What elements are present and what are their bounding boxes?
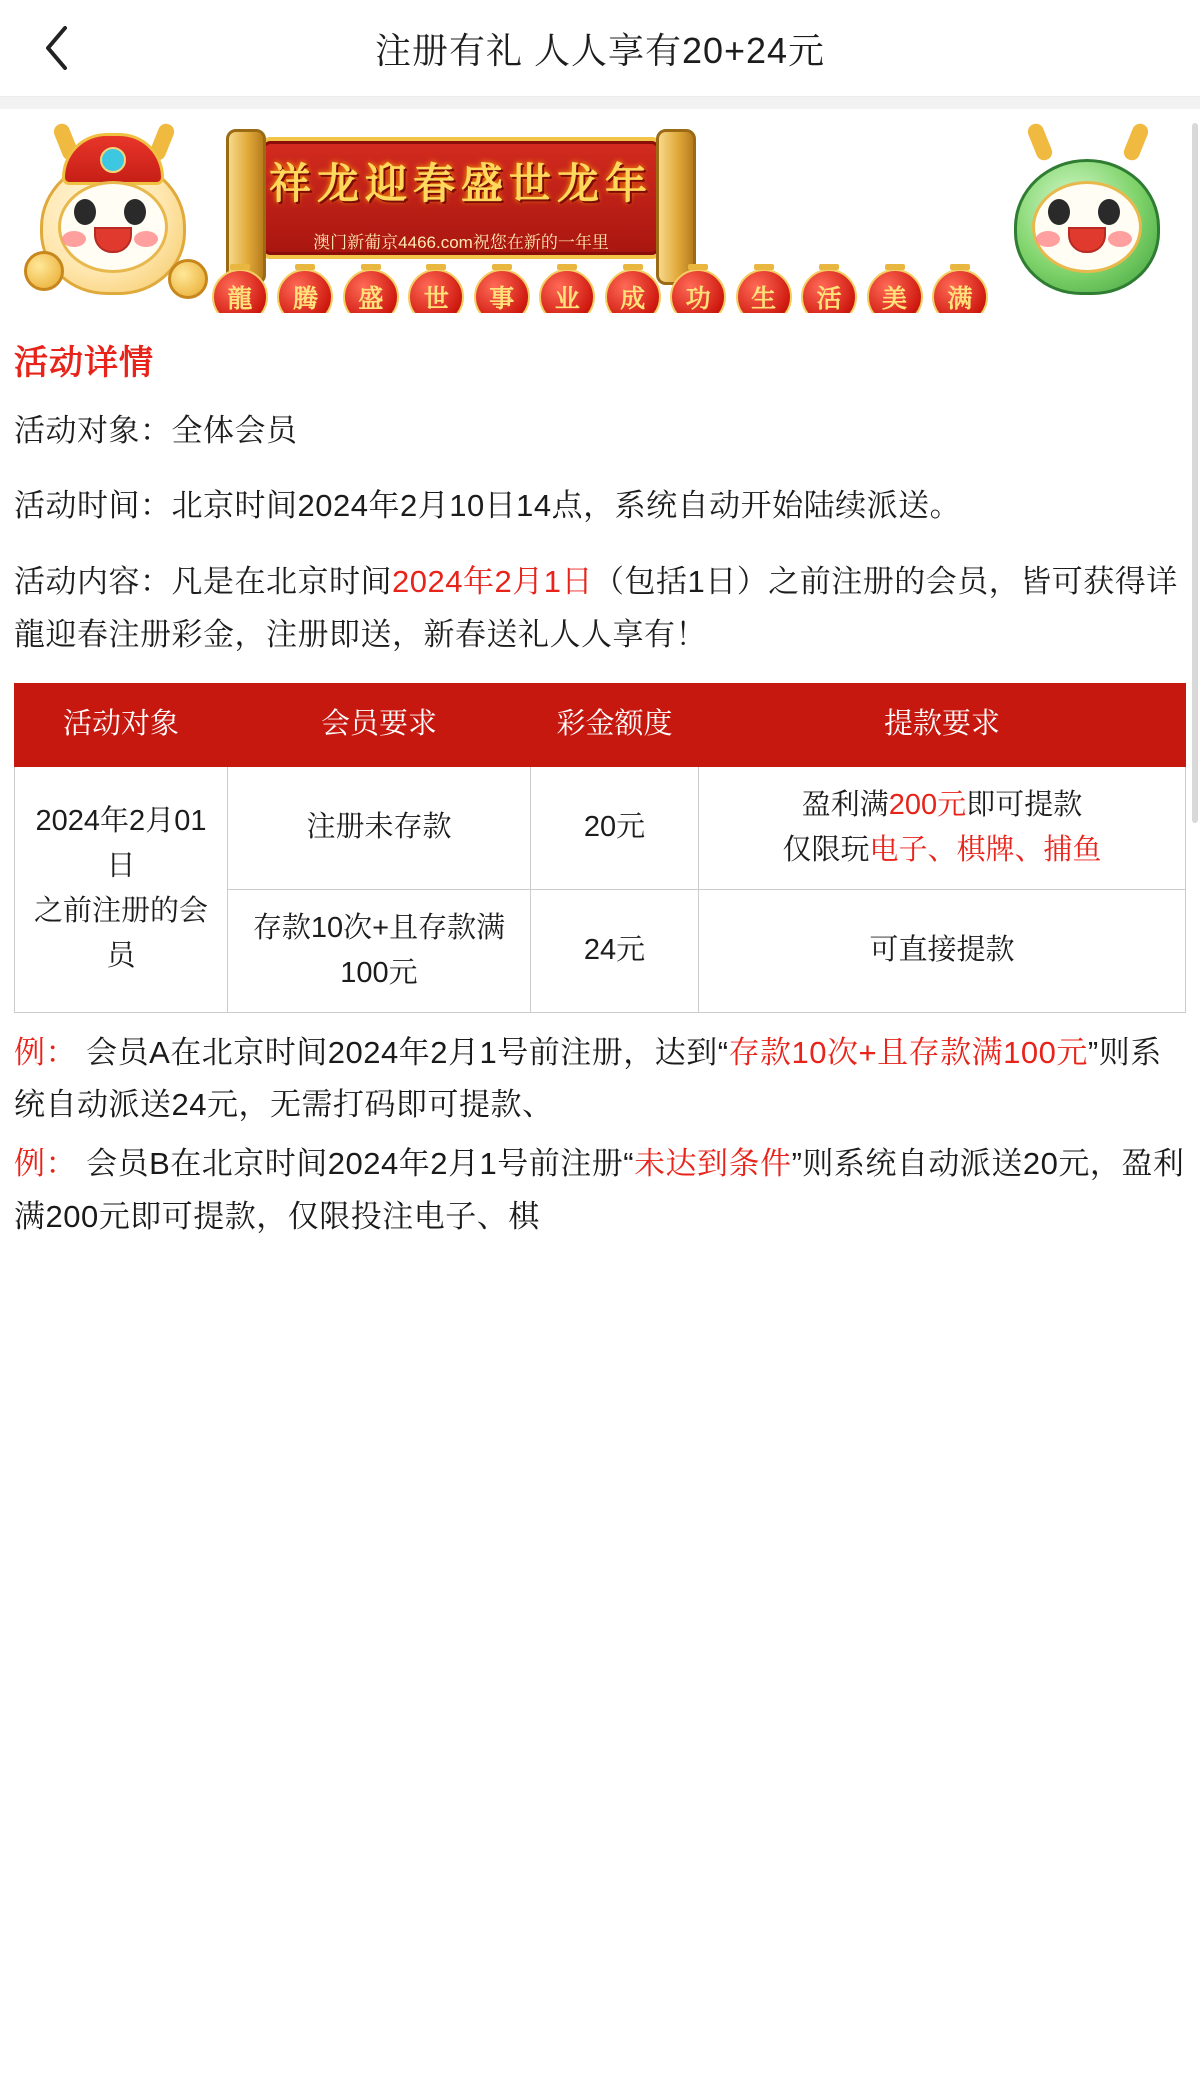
promo-banner [14,113,1186,313]
lantern-icon: 满 [932,269,988,313]
top-navigation-bar [0,0,1200,96]
chevron-left-icon [42,23,72,73]
lantern-icon: 活 [801,269,857,313]
lantern-icon: 成 [605,269,661,313]
example-a-label: 例： [14,1034,77,1070]
lantern-icon: 美 [867,269,923,313]
page-title: 注册有礼 人人享有20+24元 [374,29,826,71]
lantern-icon: 事 [474,269,530,313]
lantern-icon: 龍 [212,269,268,313]
paragraph-time: 活动时间：北京时间2024年2月10日14点，系统自动开始陆续派送。 [14,488,962,524]
banner-scroll-plaque [226,129,696,265]
paragraph-content: 活动内容：凡是在北京时间2024年2月1日（包括1日）之前注册的会员，皆可获得详龍迎春注册彩金，注册即送，新春送礼人人享有！ [14,563,1178,652]
scrollbar-thumb[interactable] [1192,123,1198,823]
banner-subline: 澳门新葡京4466.com祝您在新的一年里 [313,233,609,252]
promotion-table [14,683,1186,1012]
lantern-row [212,269,988,313]
table-header-row [15,684,1186,767]
example-member-a [14,1027,1186,1132]
cell-requirement-2: 存款10次+且存款满100元 [228,889,531,1012]
lantern-icon: 盛 [343,269,399,313]
cell-activity-object: 2024年2月01日 之前注册的会员 [15,766,228,1012]
page-content [0,113,1200,1289]
example-b-text: 会员B在北京时间2024年2月1号前注册“未达到条件”则系统自动派送20元，盈利满200元即可提款，仅限投注电子、棋 [14,1146,1185,1234]
example-a-text: 会员A在北京时间2024年2月1号前注册，达到“存款10次+且存款满100元”则系统自动派送24元，无需打码即可提款、 [14,1034,1162,1123]
table-header-requirement: 会员要求 [228,684,531,767]
header-divider [0,96,1200,109]
table-header-object: 活动对象 [15,684,228,767]
lantern-icon: 生 [736,269,792,313]
cell-withdraw-1: 盈利满200元即可提款 仅限玩电子、棋牌、捕鱼 [699,766,1186,889]
cell-withdraw-2: 可直接提款 [699,889,1186,1012]
cell-amount-2: 24元 [531,889,699,1012]
lantern-icon: 腾 [277,269,333,313]
section-title-activity-details: 活动详情 [14,344,154,382]
back-button[interactable] [22,0,92,96]
paragraph-audience: 活动对象：全体会员 [14,413,298,448]
banner-headline: 祥龙迎春盛世龙年 [268,162,653,208]
lantern-icon: 功 [670,269,726,313]
table-header-withdraw: 提款要求 [699,684,1186,767]
table-row [15,766,1186,889]
cell-requirement-1: 注册未存款 [228,766,531,889]
example-member-b [14,1138,1186,1243]
lantern-icon: 世 [408,269,464,313]
cell-amount-1: 20元 [531,766,699,889]
example-b-label: 例： [14,1146,77,1182]
dragon-mascot-right-icon [992,119,1182,304]
table-header-amount: 彩金额度 [531,684,699,767]
dragon-mascot-left-icon [18,119,208,304]
vertical-scrollbar[interactable] [1192,113,1198,1289]
lantern-icon: 业 [539,269,595,313]
